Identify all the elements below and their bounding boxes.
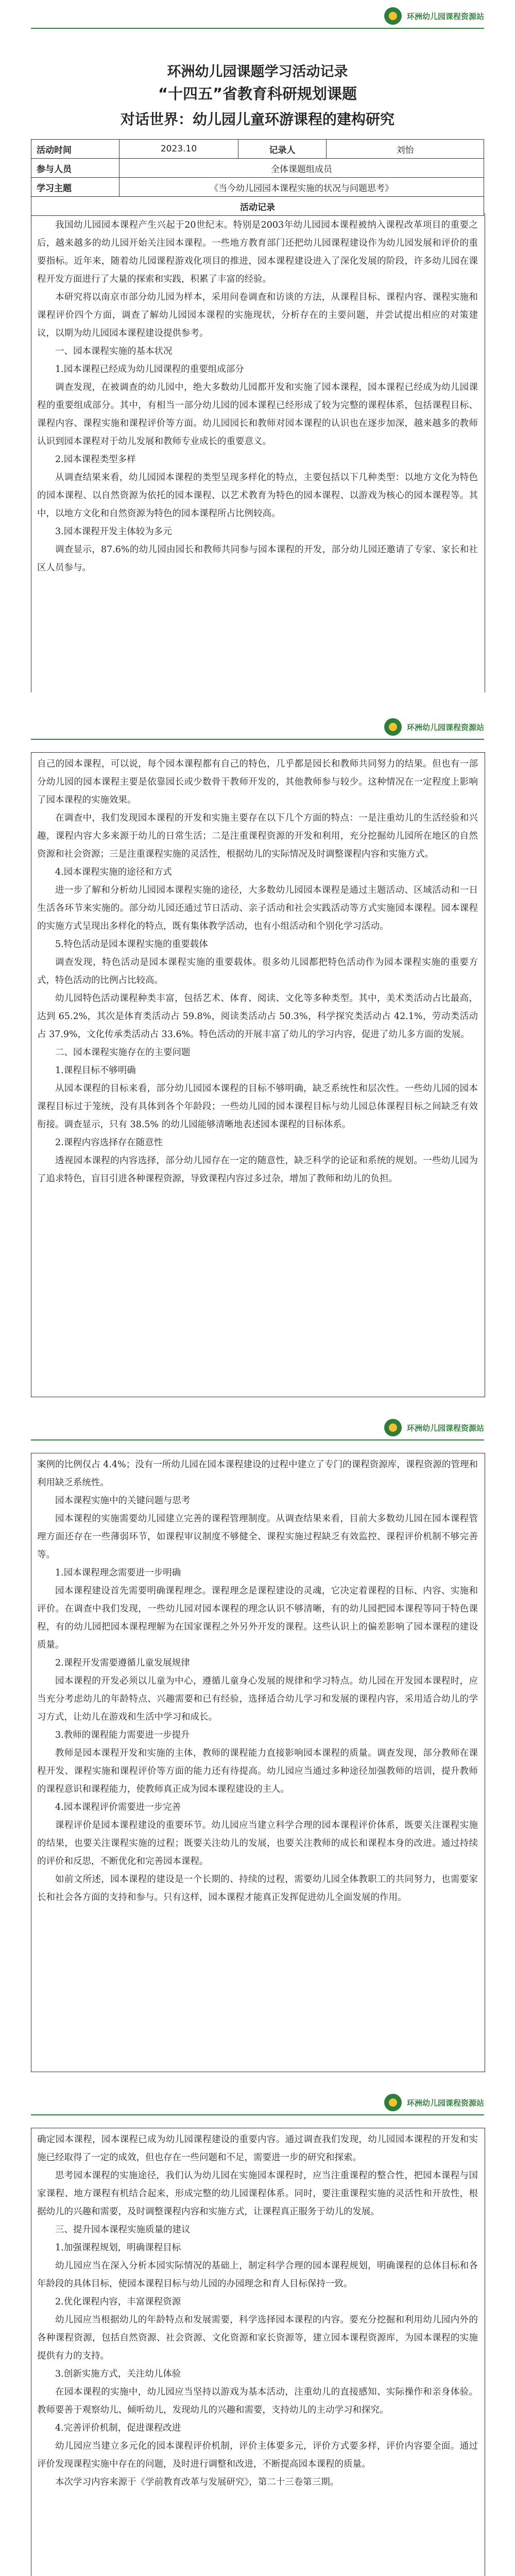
title-line-2: “十四五”省教育科研规划课题 (158, 85, 357, 103)
paragraph: 1.课程目标不够明确 (55, 1065, 136, 1076)
paragraph: 进一步了解和分析幼儿园园本课程实施的途径，大多数幼儿园园本课程是通过主题活动、区域活动和一日生活各环节来实施的。部分幼儿园还通过节日活动、亲子活动和社会实践活动等方式实施园本课程。园本课程的实施方式呈现出多样化的特点，既有集体教学活动，也有小组活动和个别化学习活动。 (37, 885, 478, 931)
logo-icon (384, 2094, 402, 2111)
paragraph: 教师是园本课程开发和实施的主体，教师的课程能力直接影响园本课程的质量。调查发现，部分教师在课程开发、课程实施和课程评价等方面的能力还有待提高。幼儿园应当通过多种途径加强教师的培训，提升教师的课程意识和课程能力，使教师真正成为园本课程建设的主人。 (37, 1748, 478, 1794)
paragraph: 调查发现，在被调查的幼儿园中，绝大多数幼儿园都开发和实施了园本课程，园本课程已经成为幼儿园课程的重要组成部分。其中，有相当一部分幼儿园的园本课程已经形成了较为完整的课程体系，包括课程目标、课程内容、课程实施和课程评价等方面。幼儿园园长和教师对园本课程的认识也在逐步加深，越来越多的教师认识到园本课程对于幼儿发展和教师专业成长的重要意义。 (37, 382, 478, 447)
paragraph: 2.课程内容选择存在随意性 (55, 1138, 163, 1148)
paragraph: 我国幼儿园园本课程产生兴起于20世纪末。特别是2003年幼儿园园本课程被纳入课程改革项目的重要之后，越来越多的幼儿园开始关注园本课程。一些地方教育部门还把幼儿园课程建设作为幼儿园发展和评价的重要指标。近年来，随着幼儿园课程游戏化项目的推进，园本课程建设进入了深化发展的阶段，许多幼儿园在课程开发方面进行了大量的探索和实践，积累了丰富的经验。 (37, 220, 478, 284)
paragraph: 从调查结果来看，幼儿园园本课程的类型呈现多样化的特点，主要包括以下几种类型：以地方文化为特色的园本课程、以自然资源为依托的园本课程、以艺术教育为特色的园本课程、以游戏为核心的园本课程等。其中，以地方文化和自然资源为特色的园本课程所占比例较高。 (37, 472, 478, 519)
header-rule (31, 1439, 484, 1440)
paragraph: 从园本课程的目标来看，部分幼儿园园本课程的目标不够明确，缺乏系统性和层次性。一些幼儿园的园本课程目标过于笼统，没有具体到各个年龄段；一些幼儿园的园本课程目标与幼儿园总体课程目标之间缺乏有效衔接。调查显示，只有 38.5% 的幼儿园能够清晰地表述园本课程的目标体系。 (37, 1083, 478, 1130)
info-table (31, 139, 484, 216)
topic-value: 《当今幼儿园园本课程实施的状况与问题思考》 (119, 178, 484, 197)
paragraph: 2.优化课程内容，丰富课程资源 (55, 2297, 181, 2307)
logo-text: 环洲幼儿园课程资源站 (406, 2098, 484, 2108)
info-row-participants (31, 159, 484, 178)
paragraph: 3.园本课程开发主体较为多元 (55, 527, 172, 537)
paragraph: 幼儿园应当根据幼儿的年龄特点和发展需要，科学选择园本课程的内容。要充分挖掘和利用幼儿园内外的各种课程资源，包括自然资源、社会资源、文化资源和家长资源等，建立园本课程资源库，为园本课程的实施提供有力的支持。 (37, 2315, 478, 2361)
paragraph: 1.园本课程已经成为幼儿园课程的重要组成部分 (55, 364, 244, 375)
paragraph: 5.特色活动是园本课程实施的重要载体 (55, 939, 208, 950)
recorder-value: 刘怡 (327, 140, 484, 159)
record-body-4 (31, 2131, 484, 2576)
school-logo (384, 718, 484, 736)
paragraph: 幼儿园特色活动课程种类丰富，包括艺术、体育、阅读、文化等多种类型。其中，美术类活动占比最高，达到 65.2%，其次是体育类活动占 59.8%，阅读类活动占 50.3%，科学探究类活动占 42.1%，劳动类活动占 37.9%，文化传承类活动占 33.6%。特色活动的开展丰富了幼儿的学习内容，促进了幼儿多方面的发展。 (37, 993, 478, 1040)
paragraph: 2.园本课程类型多样 (55, 454, 136, 465)
paragraph: 园本课程实施中的关键问题与思考 (55, 1496, 191, 1506)
info-row-date (31, 140, 484, 159)
paragraph: 本研究将以南京市部分幼儿园为样本，采用问卷调查和访谈的方法，从课程目标、课程内容、课程实施和课程评价四个方面，调查了解幼儿园园本课程的实施现状，分析存在的主要问题，并尝试提出相应的对策建议，以期为幼儿园园本课程建设提供参考。 (37, 292, 478, 338)
page-header (0, 1412, 515, 1443)
header-rule (31, 739, 484, 740)
date-value: 2023.10 (119, 140, 238, 159)
info-row-topic (31, 178, 484, 197)
paragraph: 透视园本课程的内容选择，部分幼儿园存在一定的随意性，缺乏科学的论证和系统的规划。一些幼儿园为了追求特色，盲目引进各种课程资源，导致课程内容过多过杂，增加了教师和幼儿的负担。 (37, 1156, 478, 1184)
page-header (0, 0, 515, 31)
record-header: 活动记录 (31, 197, 484, 216)
logo-icon (384, 1419, 402, 1436)
logo-icon (384, 718, 402, 736)
paragraph: 三、提升园本课程实施质量的建议 (55, 2225, 191, 2235)
topic-label: 学习主题 (31, 178, 119, 197)
paragraph: 2.课程开发需要遵循儿童发展规律 (55, 1658, 190, 1668)
paragraph: 园本课程的开发必须以儿童为中心，遵循儿童身心发展的规律和学习特点。幼儿园在开发园本课程时，应当充分考虑幼儿的年龄特点、兴趣需要和已有经验，选择适合幼儿学习和发展的课程内容，采用适合幼儿的学习方式，让幼儿在游戏和生活中学习和成长。 (37, 1676, 478, 1722)
paragraph: 确定园本课程，园本课程已成为幼儿园课程建设的重要内容。通过调查我们发现，幼儿园园本课程的开发和实施已经取得了一定的成效，但也存在一些问题和不足，需要进一步的研究和探索。 (37, 2134, 478, 2163)
paragraph: 思考园本课程的实施途径，我们认为幼儿园在实施园本课程时，应当注重课程的整合性，把园本课程与国家课程、地方课程有机结合起来，形成完整的幼儿园课程体系。同时，要注重课程实施的灵活性和开放性，根据幼儿的兴趣和需要，及时调整课程内容和实施方式，让课程真正服务于幼儿的发展。 (37, 2171, 478, 2217)
header-rule (31, 28, 484, 29)
record-body-1 (31, 216, 484, 690)
paragraph: 园本课程建设首先需要明确课程理念。课程理念是课程建设的灵魂，它决定着课程的目标、内容、实施和评价。在调查中我们发现，一些幼儿园对园本课程的理念认识不够清晰，有的幼儿园把园本课程等同于特色课程，有的幼儿园把园本课程理解为在国家课程之外另外开发的课程。这些认识上的偏差影响了园本课程的建设质量。 (37, 1586, 478, 1650)
participants-label: 参与人员 (31, 159, 119, 178)
paragraph: 3.创新实施方式，关注幼儿体验 (55, 2369, 181, 2379)
paragraph: 园本课程的实施需要幼儿园建立完善的课程管理制度。从调查结果来看，目前大多数幼儿园在园本课程管理方面还存在一些薄弱环节，如课程审议制度不够健全、课程实施过程缺乏有效监控、课程评价机制不够完善等。 (37, 1514, 478, 1560)
school-logo (384, 2094, 484, 2111)
paragraph: 4.完善评价机制，促进课程改进 (55, 2423, 181, 2433)
school-logo (384, 7, 484, 25)
title-block (0, 62, 515, 131)
page-header (0, 711, 515, 742)
paragraph: 二、园本课程实施存在的主要问题 (55, 1047, 191, 1058)
paragraph: 幼儿园应当在深入分析本园实际情况的基础上，制定科学合理的园本课程规划，明确课程的总体目标和各年龄段的具体目标，使园本课程目标与幼儿园的办园理念和育人目标保持一致。 (37, 2261, 478, 2289)
header-rule (31, 2114, 484, 2115)
info-row-record-header (31, 197, 484, 216)
logo-text: 环洲幼儿园课程资源站 (406, 722, 484, 732)
paragraph: 在调查中，我们发现园本课程的开发和实施主要存在以下几个方面的特点：一是注重幼儿的生活经验和兴趣，课程内容大多来源于幼儿的日常生活；二是注重课程资源的开发和利用，充分挖掘幼儿园所在地区的自然资源和社会资源；三是注重课程实施的灵活性，根据幼儿的实际情况及时调整课程内容和实施方式。 (37, 813, 478, 859)
paragraph: 自己的园本课程，可以说，每个园本课程都有自己的特色，几乎都是园长和教师共同努力的结果。但也有一部分幼儿园的园本课程主要是依靠园长或少数骨干教师开发的，其他教师参与较少。这种情况在一定程度上影响了园本课程的实施效果。 (37, 759, 478, 805)
paragraph: 如前文所述，园本课程的建设是一个长期的、持续的过程，需要幼儿园全体教职工的共同努力，也需要家长和社会各方面的支持和参与。只有这样，园本课程才能真正发挥促进幼儿全面发展的作用。 (37, 1874, 478, 1903)
paragraph: 调查显示，87.6%的幼儿园由园长和教师共同参与园本课程的开发，部分幼儿园还邀请了专家、家长和社区人员参与。 (37, 545, 478, 573)
paragraph: 幼儿园应当建立多元化的园本课程评价机制，评价主体要多元，评价方式要多样，评价内容要全面。通过评价发现课程实施中存在的问题，及时进行调整和改进，不断提高园本课程的质量。 (37, 2441, 478, 2469)
paragraph: 4.园本课程实施的途径和方式 (55, 867, 172, 877)
paragraph: 1.加强课程规划，明确课程目标 (55, 2243, 181, 2253)
record-body-3 (31, 1456, 484, 2067)
logo-text: 环洲幼儿园课程资源站 (406, 11, 484, 21)
paragraph: 4.园本课程评价需要进一步完善 (55, 1802, 181, 1812)
paragraph: 在园本课程的实施中，幼儿园应当坚持以游戏为基本活动，注重幼儿的直接感知、实际操作和亲身体验。教师要善于观察幼儿、倾听幼儿，发现幼儿的兴趣和需要，支持幼儿的主动学习和探究。 (37, 2387, 478, 2415)
paragraph: 案例的比例仅占 4.4%；没有一所幼儿园在园本课程建设的过程中建立了专门的课程资源库，课程资源的管理和利用缺乏系统性。 (37, 1460, 478, 1488)
logo-icon (384, 7, 402, 25)
recorder-label: 记录人 (238, 140, 327, 159)
participants-value: 全体课题组成员 (119, 159, 484, 178)
record-body-2 (31, 755, 484, 1392)
paragraph: 本次学习内容来源于《学前教育改革与发展研究》，第二十三卷第三期。 (55, 2477, 339, 2487)
title-line-3: 对话世界：幼儿园儿童环游课程的建构研究 (120, 111, 394, 128)
paragraph: 调查发现，特色活动是园本课程实施的重要载体。很多幼儿园都把特色活动作为园本课程实施的重要方式，特色活动的比例占比较高。 (37, 957, 478, 986)
paragraph: 3.教师的课程能力需要进一步提升 (55, 1730, 190, 1740)
school-logo (384, 1419, 484, 1436)
paragraph: 1.园本课程理念需要进一步明确 (55, 1568, 181, 1578)
date-label: 活动时间 (31, 140, 119, 159)
title-line-1: 环洲幼儿园课题学习活动记录 (167, 64, 348, 80)
page-header (0, 2087, 515, 2117)
logo-text: 环洲幼儿园课程资源站 (406, 1423, 484, 1433)
paragraph: 一、园本课程实施的基本状况 (55, 346, 173, 357)
paragraph: 课程评价是园本课程建设的重要环节。幼儿园应当建立科学合理的园本课程评价体系，既要关注课程实施的结果，也要关注课程实施的过程；既要关注幼儿的发展，也要关注教师的成长和课程本身的改进。通过持续的评价和反思，不断优化和完善园本课程。 (37, 1820, 478, 1867)
